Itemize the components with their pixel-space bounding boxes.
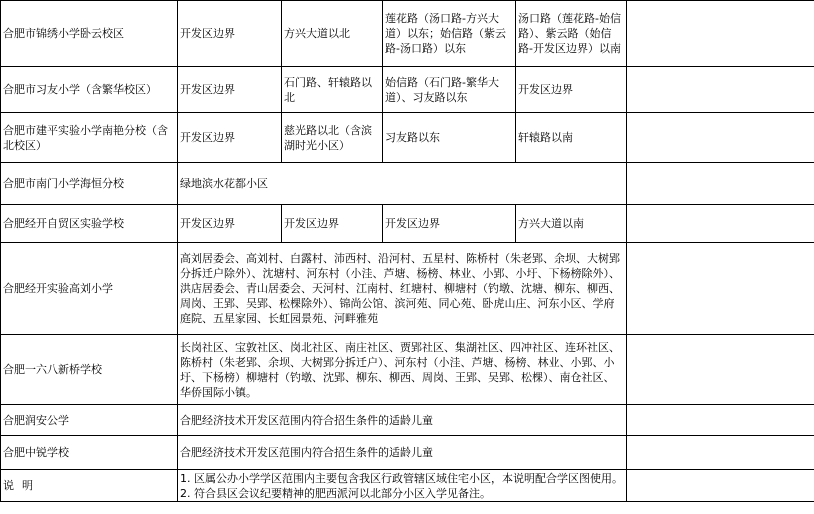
boundary-cell: 慈光路以北（含滨湖时光小区） xyxy=(282,113,383,163)
boundary-cell: 方兴大道以北 xyxy=(282,1,383,67)
school-name: 合肥市南门小学海恒分校 xyxy=(1,163,178,205)
district-scope: 合肥经济技术开发区范围内符合招生条件的适龄儿童 xyxy=(178,405,627,436)
boundary-cell: 开发区边界 xyxy=(178,113,282,163)
boundary-cell: 轩辕路以南 xyxy=(516,113,627,163)
district-scope: 绿地滨水花都小区 xyxy=(178,163,627,205)
notes-row xyxy=(1,470,814,502)
boundary-cell: 开发区边界 xyxy=(516,67,627,113)
empty-cell xyxy=(627,470,814,502)
table-row xyxy=(1,163,814,205)
boundary-cell: 开发区边界 xyxy=(282,205,383,243)
empty-cell xyxy=(627,1,814,67)
empty-cell xyxy=(627,335,814,405)
boundary-cell: 莲花路（汤口路-方兴大道）以东；始信路（紫云路-汤口路）以东 xyxy=(383,1,516,67)
school-name: 合肥润安公学 xyxy=(1,405,178,436)
table-row xyxy=(1,243,814,335)
school-name: 合肥经开自贸区实验学校 xyxy=(1,205,178,243)
boundary-cell: 开发区边界 xyxy=(178,205,282,243)
table-row xyxy=(1,205,814,243)
district-scope: 合肥经济技术开发区范围内符合招生条件的适龄儿童 xyxy=(178,436,627,470)
boundary-cell: 始信路（石门路-繁华大道）、习友路以东 xyxy=(383,67,516,113)
table-row xyxy=(1,67,814,113)
table-row xyxy=(1,113,814,163)
empty-cell xyxy=(627,405,814,436)
district-scope: 高刘居委会、高刘村、白露村、沛西村、沿河村、五星村、陈桥村（朱老郢、余坝、大树郢分拆迁户除外）、沈塘村、河东村（小洼、芦塘、杨榜、林业、小郢、小圩、下杨榜除外）、洪店居委会、青山居委会、天河村、江南村、红塘村、柳塘村（钓墩、沈塘、柳东、柳西、周岗、王郢、吴郢、松棵除外）、锦尚公馆、滨河苑、同心苑、卧虎山庄、河东小区、学府庭院、五星家园、长虹园景苑、河畔雅苑 xyxy=(178,243,627,335)
boundary-cell: 石门路、轩辕路以北 xyxy=(282,67,383,113)
school-name: 合肥经开实验高刘小学 xyxy=(1,243,178,335)
table-row xyxy=(1,1,814,67)
notes-content xyxy=(178,470,627,502)
empty-cell xyxy=(627,205,814,243)
school-name: 合肥中锐学校 xyxy=(1,436,178,470)
note-line-2: 2. 符合县区会议纪要精神的肥西派河以北部分小区入学见备注。 xyxy=(180,486,491,500)
table-row xyxy=(1,436,814,470)
boundary-cell: 习友路以东 xyxy=(383,113,516,163)
note-line-1: 1. 区属公办小学学区范围内主要包含我区行政管辖区域住宅小区，本说明配合学区图使用。 xyxy=(180,471,623,485)
school-name: 合肥市锦绣小学卧云校区 xyxy=(1,1,178,67)
boundary-cell: 开发区边界 xyxy=(383,205,516,243)
table-row xyxy=(1,335,814,405)
table-row xyxy=(1,405,814,436)
empty-cell xyxy=(627,67,814,113)
school-name: 合肥市习友小学（含繁华校区） xyxy=(1,67,178,113)
school-name: 合肥市建平实验小学南艳分校（含北校区） xyxy=(1,113,178,163)
boundary-cell: 开发区边界 xyxy=(178,67,282,113)
empty-cell xyxy=(627,113,814,163)
district-scope: 长岗社区、宝敦社区、岗北社区、南庄社区、贾郢社区、集湖社区、四冲社区、连环社区、陈桥村（朱老郢、余坝、大树郢分拆迁户）、河东村（小洼、芦塘、杨榜、林业、小郢、小圩、下杨榜）柳塘村（钓墩、沈郢、柳东、柳西、周岗、王郢、吴郢、松棵）、南仓社区、华侨国际小镇。 xyxy=(178,335,627,405)
boundary-cell: 方兴大道以南 xyxy=(516,205,627,243)
empty-cell xyxy=(627,163,814,205)
boundary-cell: 汤口路（莲花路-始信路）、紫云路（始信路-开发区边界）以南 xyxy=(516,1,627,67)
school-name: 合肥一六八新桥学校 xyxy=(1,335,178,405)
empty-cell xyxy=(627,243,814,335)
notes-title: 说明 xyxy=(1,470,178,502)
boundary-cell: 开发区边界 xyxy=(178,1,282,67)
empty-cell xyxy=(627,436,814,470)
